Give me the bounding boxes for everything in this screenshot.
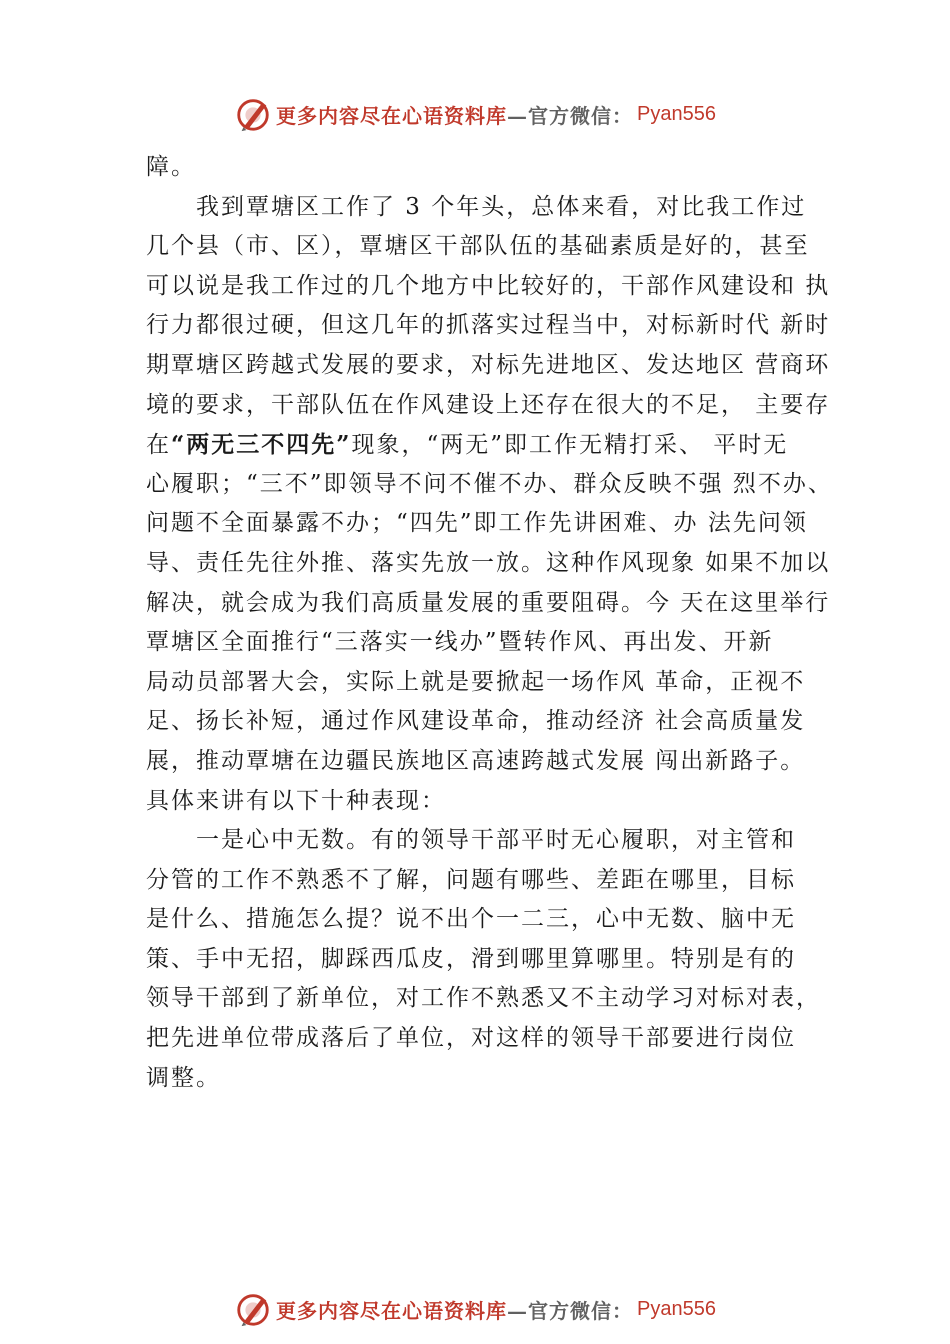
banner-title: 更多内容尽在心语资料库 [276, 1298, 508, 1323]
text-line: 问题不全面暴露不办；“四先”即工作先讲困难、办 法先问领 [146, 510, 808, 537]
text-line: 是什么、措施怎么提？说不出个一二三，心中无数、脑中无 [146, 906, 796, 933]
banner-separator: —官方微信： [507, 1298, 634, 1323]
bold-phrase: “两无三不四先” [171, 431, 352, 459]
footer-banner [0, 1287, 950, 1331]
text-line: 展，推动覃塘在边疆民族地区高速跨越式发展 闯出新路子。 [146, 747, 806, 774]
banner-title: 更多内容尽在心语资料库 [276, 103, 508, 128]
text-line: 障。 [146, 154, 196, 180]
text-segment: 现象，“两无”即工作无精打采、 平时无 [351, 432, 789, 459]
paragraph-start-line: 我到覃塘区工作了 3 个年头，总体来看，对比我工作过 [196, 193, 807, 220]
text-line: 把先进单位带成落后了单位，对这样的领导干部要进行岗位 [146, 1025, 796, 1052]
text-line [146, 425, 836, 465]
text-line: 行力都很过硬，但这几年的抓落实过程当中，对标新时代 新时 [146, 312, 831, 339]
text-line: 解决，就会成为我们高质量发展的重要阻碍。今 天在这里举行 [146, 589, 831, 616]
text-line: 覃塘区全面推行“三落实一线办”暨转作风、再出发、开新 [146, 629, 774, 656]
text-line: 足、扬长补短，通过作风建设革命，推动经济 社会高质量发 [146, 708, 806, 735]
text-line: 调整。 [146, 1064, 221, 1091]
text-line: 几个县（市、区），覃塘区干部队伍的基础素质是好的，甚至 [146, 233, 810, 260]
text-line: 具体来讲有以下十种表现： [146, 787, 446, 814]
text-line: 分管的工作不熟悉不了解，问题有哪些、差距在哪里，目标 [146, 866, 796, 893]
text-line: 领导干部到了新单位，对工作不熟悉又不主动学习对标对表， [146, 985, 821, 1012]
pen-logo-icon [234, 95, 272, 133]
banner-wechat-id: Pyan556 [637, 102, 716, 125]
text-line: 导、责任先往外推、落实先放一放。这种作风现象 如果不加以 [146, 549, 831, 576]
banner-separator: —官方微信： [507, 103, 634, 128]
text-line: 心履职；“三不”即领导不问不催不办、群众反映不强 烈不办、 [146, 470, 833, 497]
document-body [146, 148, 836, 1098]
pen-logo-icon [234, 1290, 272, 1328]
text-line: 策、手中无招，脚踩西瓜皮，滑到哪里算哪里。特别是有的 [146, 945, 796, 972]
banner-wechat-id: Pyan556 [637, 1297, 716, 1320]
text-line: 局动员部署大会，实际上就是要掀起一场作风 革命，正视不 [146, 668, 806, 695]
header-banner [0, 92, 950, 136]
text-line: 可以说是我工作过的几个地方中比较好的，干部作风建设和 执 [146, 272, 831, 299]
text-line: 境的要求，干部队伍在作风建设上还存在很大的不足， 主要存 [146, 391, 831, 418]
text-line: 期覃塘区跨越式发展的要求，对标先进地区、发达地区 营商环 [146, 351, 831, 378]
paragraph-start-line: 一是心中无数。有的领导干部平时无心履职，对主管和 [196, 827, 796, 854]
text-segment: 在 [146, 432, 171, 459]
